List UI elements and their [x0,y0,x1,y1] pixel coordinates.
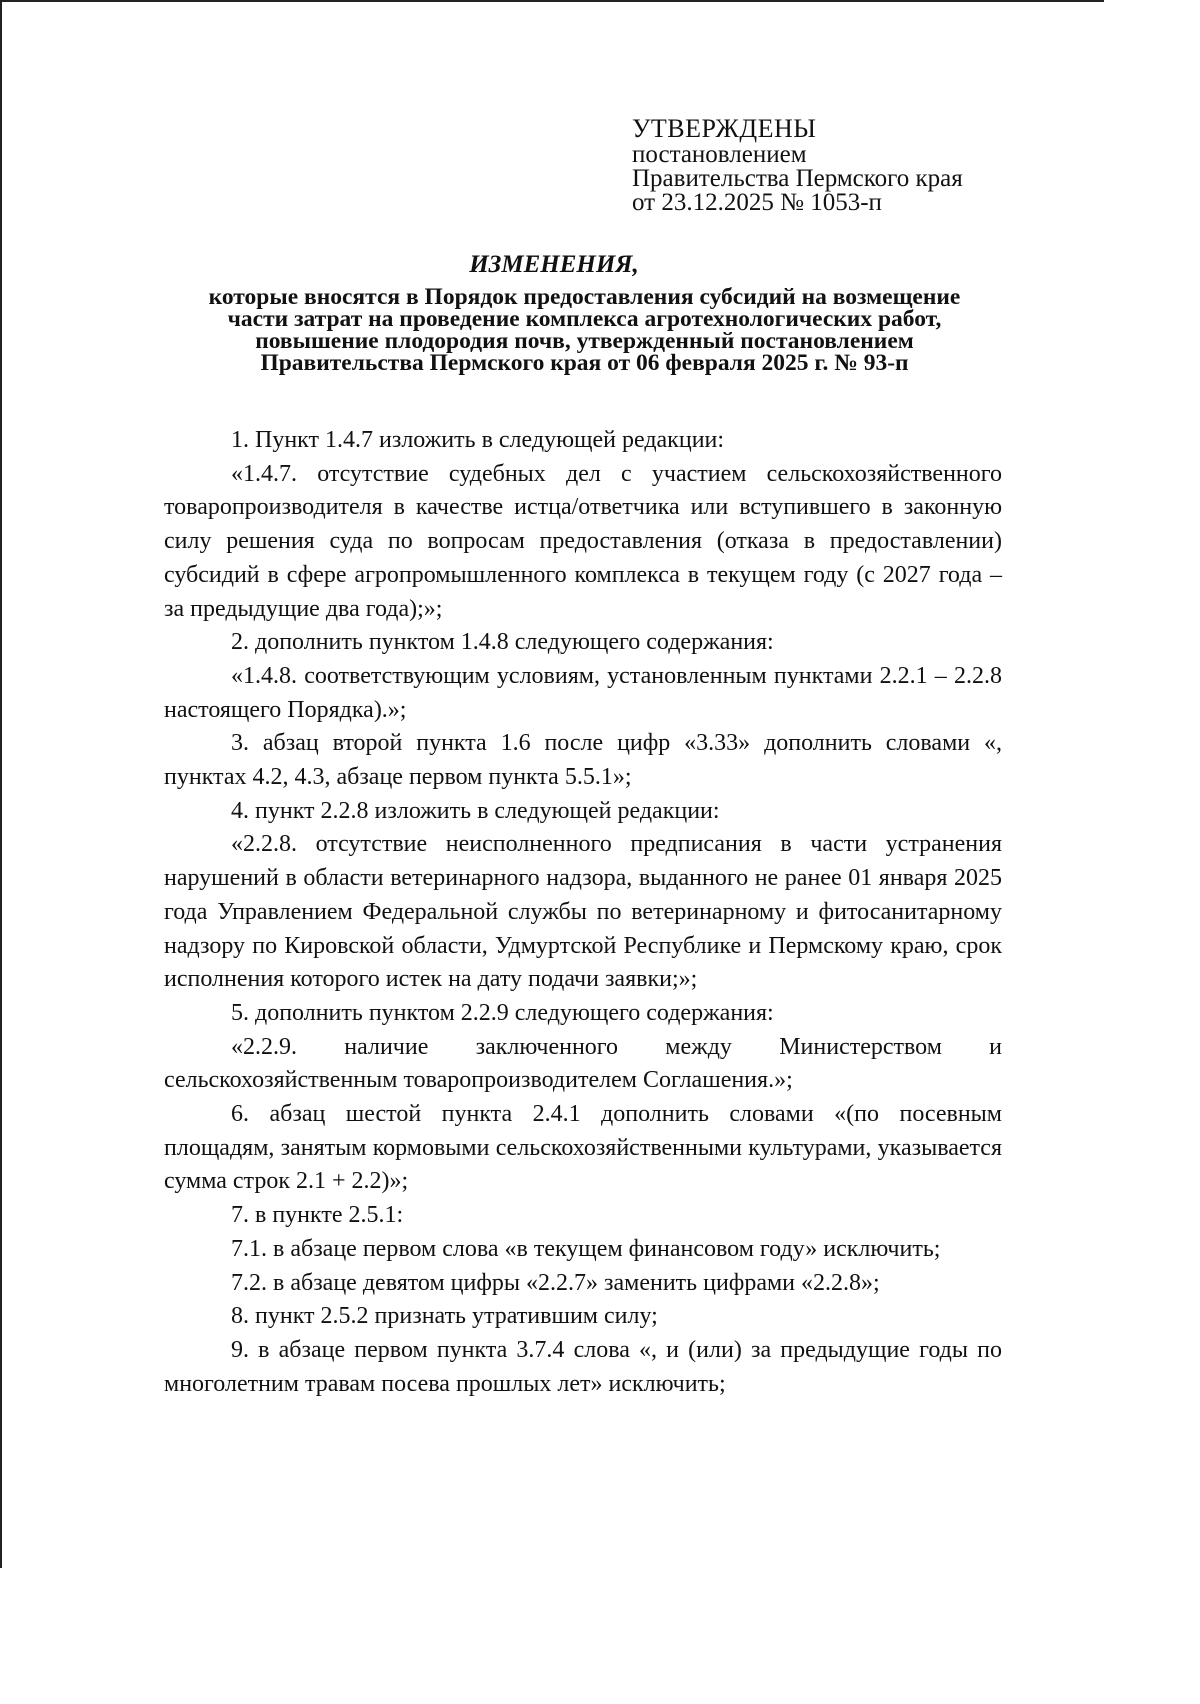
paragraph: 3. абзац второй пункта 1.6 после цифр «3.33» дополнить словами «, пунктах 4.2, 4.3, абзаце первом пункта 5.5.1»; [164,730,1002,791]
paragraph: «1.4.8. соответствующим условиям, установленным пунктами 2.2.1 – 2.2.8 настоящего Порядка).»; [164,662,1002,723]
paragraph: 8. пункт 2.5.2 признать утратившим силу; [231,1303,658,1330]
paragraph: 9. в абзаце первом пункта 3.7.4 слова «, и (или) за предыдущие годы по многолетним травам посева прошлых лет» исключить; [164,1336,1002,1397]
approval-title: УТВЕРЖДЕНЫ [632,114,817,143]
subtitle-line-1: которые вносятся в Порядок предоставления субсидий на возмещение [208,284,961,310]
subtitle-line-3: повышение плодородия почв, утвержденный постановлением [255,328,914,354]
paragraph: 4. пункт 2.2.8 изложить в следующей редакции: [231,797,720,824]
paragraph: 2. дополнить пунктом 1.4.8 следующего содержания: [231,629,774,656]
document-body [164,424,1002,1401]
paragraph: 7.2. в абзаце девятом цифры «2.2.7» заменить цифрами «2.2.8»; [231,1269,880,1296]
approval-line-2: Правительства Пермского края [632,165,963,192]
approval-stamp [632,115,963,215]
paragraph: 5. дополнить пунктом 2.2.9 следующего содержания: [231,999,774,1026]
document-title: ИЗМЕНЕНИЯ, [469,251,639,278]
paragraph: 7. в пункте 2.5.1: [231,1202,404,1229]
paragraph: 7.1. в абзаце первом слова «в текущем финансовом году» исключить; [231,1235,941,1262]
paragraph: 6. абзац шестой пункта 2.4.1 дополнить словами «(по посевным площадям, занятым кормовыми сельскохозяйственными культурами, указывается сумма строк 2.1 + 2.2)»; [164,1101,1002,1195]
approval-line-3: от 23.12.2025 № 1053-п [632,189,882,216]
subtitle-line-4: Правительства Пермского края от 06 февраля 2025 г. № 93-п [260,350,909,376]
document-subtitle [162,286,1007,374]
paragraph: «2.2.9. наличие заключенного между Министерством и сельскохозяйственным товаропроизводителем Соглашения.»; [164,1033,1002,1094]
paragraph: «1.4.7. отсутствие судебных дел с участием сельскохозяйственного товаропроизводителя в качестве истца/ответчика или вступившего в законную силу решения суда по вопросам предоставления (отказа в предоставлении) субсидий в сфере агропромышленного комплекса в текущем году (с 2027 года – за предыдущие два года);»; [164,460,1002,622]
paragraph: 1. Пункт 1.4.7 изложить в следующей редакции: [231,427,725,453]
approval-line-1: постановлением [632,141,807,168]
paragraph: «2.2.8. отсутствие неисполненного предписания в части устранения нарушений в области ветеринарного надзора, выданного не ранее 01 января 2025 года Управлением Федеральной службы по ветеринарному и фитосанитарному надзору по Кировской области, Удмуртской Республике и Пермскому краю, срок исполнения которого истек на дату подачи заявки;»; [164,831,1002,993]
subtitle-line-2: части затрат на проведение комплекса агротехнологических работ, [227,306,942,332]
